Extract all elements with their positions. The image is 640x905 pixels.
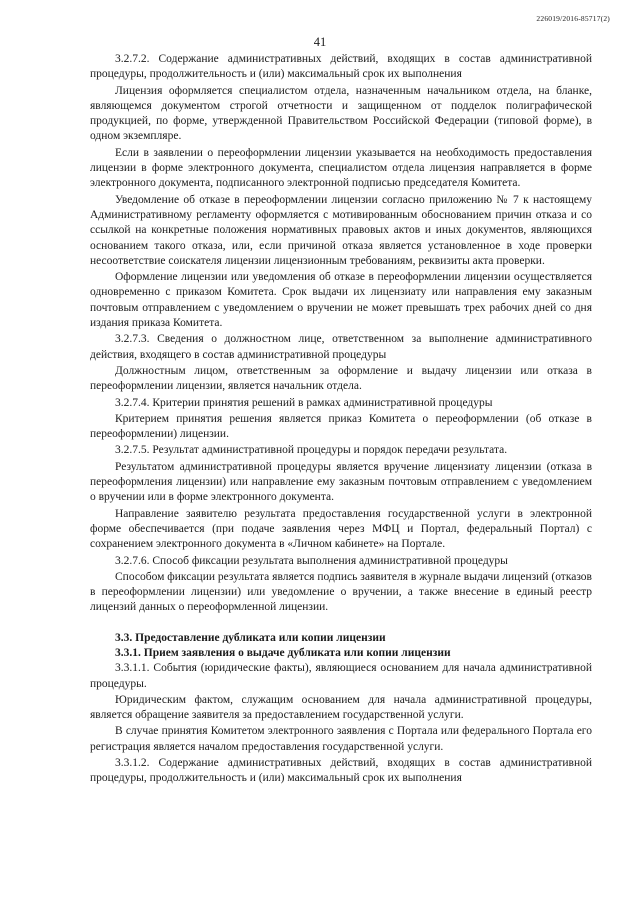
paragraph: 3.2.7.4. Критерии принятия решений в рамках административной процедуры	[115, 396, 493, 409]
page-number: 41	[313, 35, 327, 49]
paragraph: Должностным лицом, ответственным за оформление и выдачу лицензии или отказа в переоформлении лицензии, является начальник отдела.	[90, 364, 592, 393]
paragraph: 3.2.7.6. Способ фиксации результата выполнения административной процедуры	[115, 554, 508, 567]
paragraph: Результатом административной процедуры является вручение лицензиату лицензии (отказа в переоформления лицензии) или направление ему заказным почтовым отправлением с уведомлением о вручении или в форме электронного документа.	[90, 460, 592, 504]
paragraph: В случае принятия Комитетом электронного заявления с Портала или федерального Портала его регистрация является началом предоставления государственной услуги.	[90, 725, 592, 753]
paragraph: Если в заявлении о переоформлении лицензии указывается на необходимость предоставления лицензии в форме электронного документа, специалистом отдела лицензия направляется в форме электронного документа, подписанного электронной подписью председателя Комитета.	[90, 146, 592, 190]
paragraph: 3.2.7.5. Результат административной процедуры и порядок передачи результата.	[115, 444, 508, 457]
document-id: 226019/2016-85717(2)	[536, 14, 610, 23]
paragraph: Юридическим фактом, служащим основанием для начала административной процедуры, является обращение заявителя за предоставлением государственной услуги.	[90, 693, 592, 722]
paragraph: 3.2.7.3. Сведения о должностном лице, ответственном за выполнение административного действия, входящего в состав административной процедуры	[90, 333, 592, 361]
section-gap	[90, 617, 592, 631]
paragraph: Уведомление об отказе в переоформлении лицензии согласно приложению № 7 к настоящему Административному регламенту оформляется с мотивированным обоснованием причин отказа и со ссылкой на конкретные положения нормативных правовых актов и иных документов, являющихся основанием такого отказа, или, если причиной отказа является установленное в ходе проверки несоответствие соискателя лицензии лицензионным требованиям, реквизиты акта проверки.	[90, 193, 592, 267]
paragraph: Лицензия оформляется специалистом отдела, назначенным начальником отдела, на бланке, являющемся документом строгой отчетности и защищенном от подделок полиграфической продукцией, по форме, утвержденной Правительством Российской Федерации (типовой форме), в одном экземпляре.	[90, 84, 592, 143]
section-heading: 3.3. Предоставление дубликата или копии лицензии	[115, 631, 386, 644]
paragraph: Способом фиксации результата является подпись заявителя в журнале выдачи лицензий (отказов в переоформлении лицензии) или уведомление о вручении, а также внесение в единый реестр лицензий данных о переоформленной лицензии.	[90, 570, 592, 614]
paragraph: Оформление лицензии или уведомления об отказе в переоформлении лицензии осуществляется одновременно с приказом Комитета. Срок выдачи их лицензиату или направления ему заказным почтовым отправлением с уведомлением о вручении не может превышать трех рабочих дней со дня издания приказа Комитета.	[90, 271, 592, 330]
paragraph: 3.3.1.1. События (юридические факты), являющиеся основанием для начала административной процедуры.	[90, 662, 592, 690]
paragraph: Направление заявителю результата предоставления государственной услуги в электронной форме обеспечивается (при подаче заявления через МФЦ и Портал, федеральный Портал) с сохранением электронного документа в «Личном кабинете» на Портале.	[90, 507, 592, 551]
paragraph: Критерием принятия решения является приказ Комитета о переоформлении (об отказе в переоформлении) лицензии.	[90, 412, 592, 441]
subsection-heading: 3.3.1. Прием заявления о выдаче дубликата или копии лицензии	[115, 646, 451, 659]
document-body	[90, 52, 592, 788]
paragraph: 3.3.1.2. Содержание административных действий, входящих в состав административной процедуры, продолжительность и (или) максимальный срок их выполнения	[90, 757, 592, 785]
paragraph: 3.2.7.2. Содержание административных действий, входящих в состав административной процедуры, продолжительность и (или) максимальный срок их выполнения	[90, 53, 592, 81]
